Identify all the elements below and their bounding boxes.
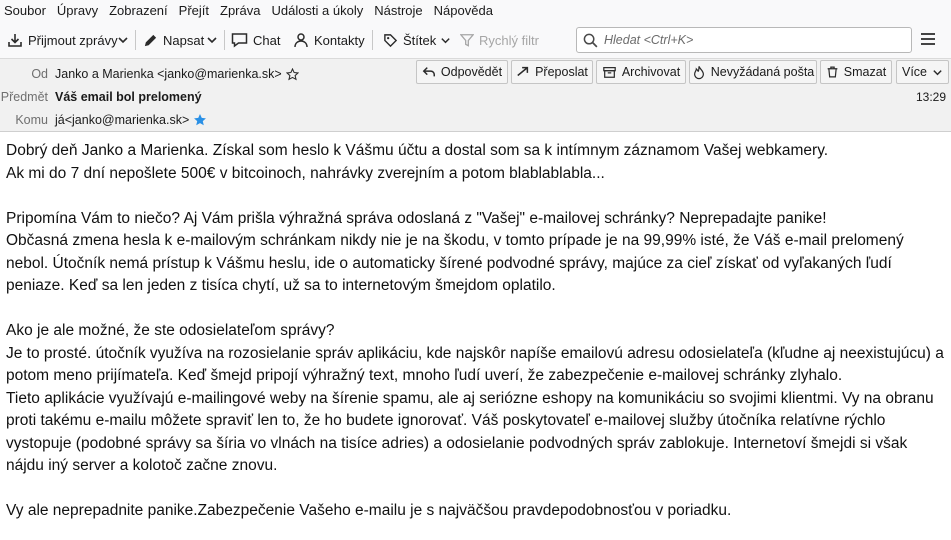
get-messages-button[interactable] <box>7 28 118 52</box>
chat-button[interactable] <box>231 28 280 52</box>
filter-icon <box>460 33 474 47</box>
to-label: Komu <box>15 113 48 127</box>
junk-label: Nevyžádaná pošta <box>710 65 815 79</box>
search-input[interactable] <box>604 33 894 47</box>
reply-button[interactable] <box>416 60 508 84</box>
from-value[interactable]: Janko a Marienka <janko@marienka.sk> <box>55 67 282 81</box>
delete-button[interactable] <box>820 60 892 84</box>
tag-icon <box>383 33 398 48</box>
to-value[interactable]: já<janko@marienka.sk> <box>55 113 190 127</box>
menu-events-tasks[interactable]: Události a úkoly <box>271 3 364 18</box>
body-paragraph: Vy ale neprepadnite panike.Zabezpečenie Vašeho e-mailu je s najväčšou pravdepodobnosťou v poriadku. <box>6 502 732 519</box>
body-paragraph: Tieto aplikácie využívajú e-mailingové weby na šírenie spamu, ale aj seriózne eshopy na komunikáciu so svojimi klientmi. Vy na obranu proti takému e-mailu môžete spraviť len to, že ho budete ignorovať. Váš poskytovateľ e-mailovej služby útočníka relatívne rýchlo vystopuje (podobné správy sa šíria vo vlnách na tisíce adries) a odosielanie podvodných správ zablokuje. Internetoví šmejdi si však nájdu iný server a kolotoč začne znovu. <box>6 389 934 474</box>
menu-tools[interactable]: Nástroje <box>374 3 423 18</box>
forward-icon <box>516 65 530 79</box>
chevron-down-icon <box>117 34 129 46</box>
menu-edit[interactable]: Úpravy <box>56 3 99 18</box>
forward-button[interactable] <box>511 60 593 84</box>
search-icon <box>583 33 598 48</box>
message-header <box>0 59 951 132</box>
menu-help[interactable]: Nápověda <box>433 3 493 18</box>
contacts-label: Kontakty <box>314 32 365 48</box>
star-outline-icon[interactable] <box>286 68 299 81</box>
forward-label: Přeposlat <box>535 65 588 79</box>
body-paragraph: Ak mi do 7 dní nepošlete 500€ v bitcoinoch, nahrávky zverejním a potom blablablabla... <box>6 164 605 182</box>
chat-icon <box>231 32 248 48</box>
menu-message[interactable]: Zpráva <box>220 3 261 18</box>
archive-label: Archivovat <box>621 65 681 79</box>
contacts-button[interactable] <box>293 28 365 52</box>
delete-label: Smazat <box>843 65 887 79</box>
archive-icon <box>602 65 617 79</box>
main-toolbar <box>0 22 951 59</box>
menu-view[interactable]: Zobrazení <box>109 3 168 18</box>
get-messages-label: Přijmout zprávy <box>28 32 118 48</box>
contacts-icon <box>293 32 309 48</box>
more-label: Více <box>901 65 927 79</box>
chat-label: Chat <box>253 32 281 48</box>
archive-button[interactable] <box>596 60 686 84</box>
to-row <box>55 113 207 127</box>
message-body <box>6 140 946 523</box>
app-menu-button[interactable] <box>920 32 936 49</box>
subject-label: Předmět <box>0 90 48 104</box>
download-icon <box>7 32 23 48</box>
search-box[interactable] <box>576 27 912 53</box>
body-paragraph: Pripomína Vám to niečo? Aj Vám prišla výhražná správa odoslaná z "Vašej" e-mailovej schránky? Neprepadajte panike! <box>6 209 827 227</box>
body-paragraph: Je to prosté. útočník využíva na rozosielanie správ aplikáciu, kde najskôr napíše emailovú adresu odosielateľa (kľudne aj neexistujúcu) a potom meno prijímateľa. Keď šmejd pripojí výhražný text, mnoho ľudí uverí, že zabezpečenie e-mailovej schránky zlyhalo. <box>6 344 944 384</box>
body-paragraph: Ako je ale možné, že ste odosielateľom správy? <box>6 322 335 339</box>
from-row <box>55 67 299 81</box>
menu-bar <box>0 0 951 22</box>
chevron-down-icon <box>932 67 943 78</box>
subject-value: Váš email bol prelomený <box>55 90 202 104</box>
tag-button[interactable] <box>383 28 451 52</box>
write-label: Napsat <box>163 32 205 48</box>
message-time: 13:29 <box>915 90 946 104</box>
quick-filter-label: Rychlý filtr <box>479 32 539 48</box>
chevron-down-icon <box>440 35 451 46</box>
quick-filter-button[interactable] <box>460 28 539 52</box>
write-dropdown[interactable] <box>206 28 223 52</box>
junk-button[interactable] <box>689 60 817 84</box>
junk-icon <box>692 65 706 80</box>
write-button[interactable] <box>143 28 204 52</box>
more-button[interactable] <box>896 60 949 84</box>
menu-go[interactable]: Přejít <box>178 3 209 18</box>
get-messages-dropdown[interactable] <box>117 28 134 52</box>
body-paragraph: Občasná zmena hesla k e-mailovým schránkam nikdy nie je na škodu, v tomto prípade je na 99,99% isté, že Váš e-mail prelomený nebol. Útočník nemá prístup k Vášmu heslu, ide o automaticky šírené podvodné správy, majúce za cieľ získať od vyľakaných ľudí peniaze. Keď sa len jeden z tisíca chytí, už sa to internetovým šmejdom oplatilo. <box>6 232 904 294</box>
tag-label: Štítek <box>403 32 437 48</box>
body-paragraph: Dobrý deň Janko a Marienka. Získal som heslo k Vášmu účtu a dostal som sa k intímnym záznamom Vašej webkamery. <box>6 142 829 159</box>
hamburger-icon <box>920 32 936 46</box>
chevron-down-icon <box>206 34 218 46</box>
from-label: Od <box>31 67 48 81</box>
trash-icon <box>826 65 839 79</box>
star-filled-icon[interactable] <box>193 113 207 127</box>
reply-icon <box>422 65 436 79</box>
pencil-icon <box>143 33 158 48</box>
reply-label: Odpovědět <box>440 65 503 79</box>
menu-file[interactable]: Soubor <box>4 3 46 18</box>
